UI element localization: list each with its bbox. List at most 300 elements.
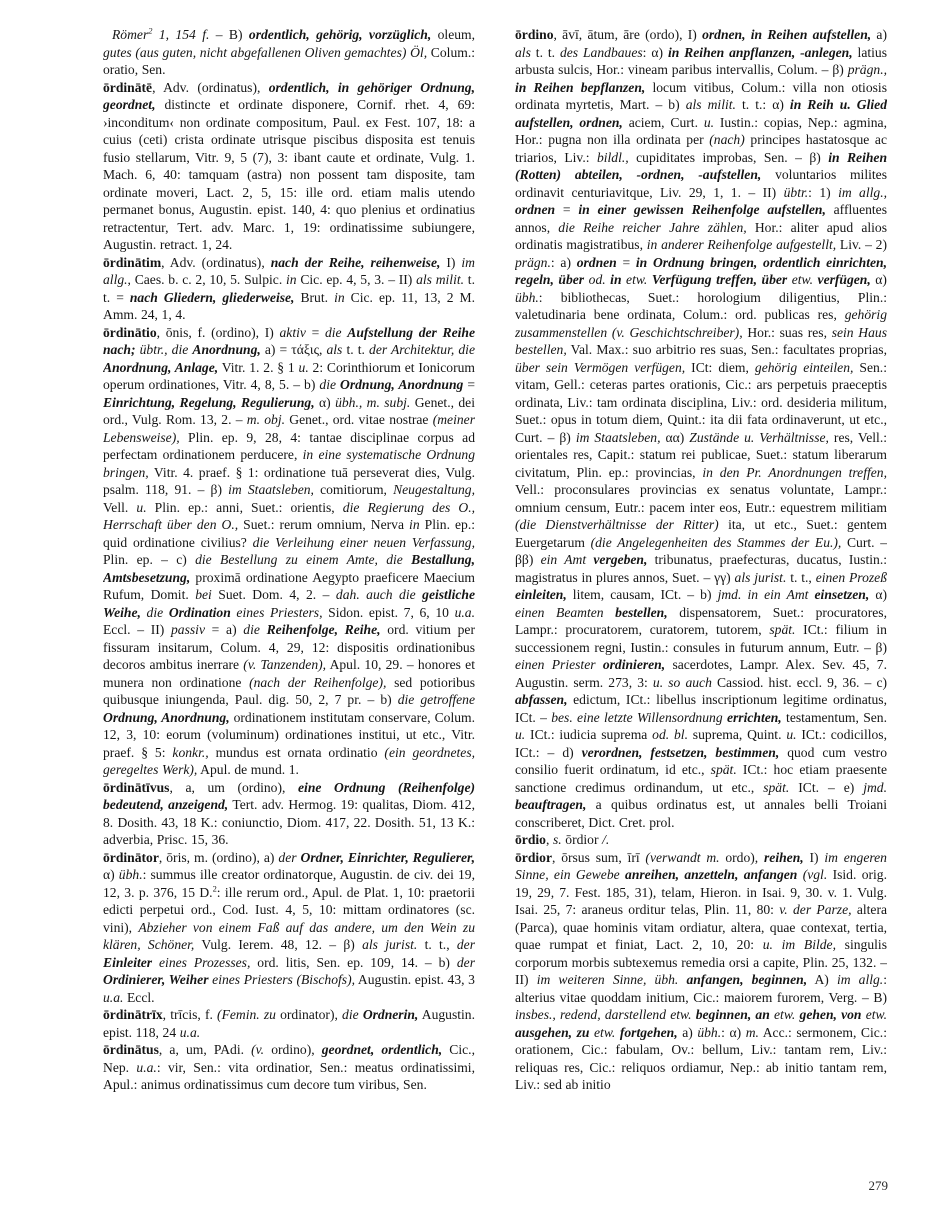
text-segment: im allg. — [103, 254, 475, 287]
dictionary-entry — [515, 26, 887, 831]
text-segment: Brut. — [294, 289, 335, 305]
dictionary-entry — [515, 831, 887, 849]
headword-text: ōrdior — [515, 849, 552, 865]
text-segment: oleum, — [431, 27, 475, 42]
text-segment: , ōnis, f. (ordino), I) — [156, 324, 280, 340]
text-segment: einsetzen, — [814, 587, 870, 602]
dictionary-entry — [103, 26, 475, 79]
text-segment: ICt. – e) — [789, 779, 864, 795]
text-segment: Anordnung, Anlage, — [103, 359, 219, 375]
text-segment: , Adv. (ordinatus), — [152, 79, 269, 95]
text-segment: Vell.: proconsulares provincias ex senatus voluntate, Lampr.: omnium censum, Eutr.: pacem inter eos, Eutr.: equestrem militiam — [515, 482, 887, 515]
text-segment: die — [324, 324, 342, 340]
text-segment: I) — [440, 254, 462, 270]
dictionary-entry — [103, 79, 475, 254]
text-segment: sed potioribus quibusque iniungenda, Paul. dig. 50, 2, 7 pr. – b) — [103, 674, 475, 707]
text-segment: über sein Vermögen verfügen, — [515, 359, 686, 375]
text-segment: m. obj. — [246, 412, 285, 427]
text-segment: dispensatorem, Suet.: procuratores, Lampr.: procuratorem, curatorem, tutorem, — [515, 604, 887, 637]
text-segment: = — [305, 324, 325, 340]
text-segment: Sen.: vitam, Gell.: ceteras partes orationis, Cic.: ars perpetuis praeceptis ordinata, Liv.: tam ordinata disciplina, Liv.: ord. desideria militum, Suet.: opus in totum diem, Quint.: ita dii fata ordinaverunt, ut etc., Curt. – β) — [515, 359, 887, 445]
text-segment: : vir, Sen.: vita ordinatior, Sen.: meatus ordinatissimi, Apul.: animus ordinatissimus cum decore tum viribus, Sen. — [103, 1059, 475, 1092]
text-segment: Cassiod. hist. eccl. 9, 36. – c) — [711, 674, 887, 690]
text-segment: (verwandt m. — [645, 849, 720, 865]
text-segment: in — [334, 289, 345, 305]
text-segment: in Reihen (Rotten) abteilen, -ordnen, -aufstellen, — [515, 149, 887, 182]
text-segment: t. t. — [342, 342, 370, 357]
headword-text: ōrdinātus — [103, 1042, 159, 1057]
text-segment: 2 — [212, 882, 217, 893]
text-segment: übh. — [515, 289, 539, 305]
text-segment: affluentes annos, — [515, 202, 887, 235]
dictionary-entry — [103, 1006, 475, 1041]
text-segment: einen Prozeß — [815, 569, 887, 585]
text-segment: mundus est ornata ordinatio — [208, 744, 385, 760]
text-segment: , Adv. (ordinatus), — [161, 254, 271, 270]
text-segment: Ordnerin, — [362, 1007, 419, 1022]
text-segment: ordnen — [515, 202, 556, 217]
text-segment: verfügen, — [817, 272, 871, 287]
text-segment: im allg. — [836, 972, 884, 987]
text-segment: jmd. in ein Amt — [717, 587, 809, 602]
text-segment: ordinieren, — [602, 657, 666, 672]
text-segment: bes. eine letzte Willensordnung — [551, 709, 723, 725]
text-segment: ICt.: hoc etiam praesente sanctione credimus ordinandum, ut etc., — [515, 762, 887, 795]
text-segment: Abzieher von einem Faß auf das andere, um den Wein zu klären, Schöner, — [103, 919, 475, 952]
text-segment: Plin. ep. 9, 28, 4: tantae disciplinae corpus ad perfectam ordinationem perducere, — [103, 429, 475, 462]
text-segment: übh., m. subj. — [335, 394, 411, 410]
text-segment: Einleiter — [103, 954, 153, 970]
text-segment — [260, 622, 267, 637]
text-segment: sein Haus bestellen, — [515, 324, 887, 357]
text-segment: dah. auch die — [335, 587, 416, 602]
text-segment: die Verleihung einer neuen Verfassung, — [252, 534, 475, 550]
text-segment: distincte et ordinate disponere, Cornif. rhet. 4, 69: ›inconditum‹ non ordinate compositum, Paul. ex Fest. 107, 18: a cuius (ceti) crista ordinate utrisque piscibus disposita est tenuis fusio stellarum, Vitr. 9, 5 (7), 3: ibant caute et ordinate, Vulg. 1. Mach. 6, 40: tamquam (astra) non possent tam disposite, tam ordinate moveri, Lact. 2, 5, 15: ille ord. etiam malis utendo permanet bonus, Augustin. epist. 140, 4: quo plenius et ordinatius retractentur, Tert. adv. Marc. 1, 19: ordinatissime subiungere, Augustin. retract. 1, 24. — [103, 97, 475, 252]
text-segment: res, Vell.: orientales res, Capit.: statum rei publicae, Suet.: statum liberarum civitatum, Plin. ep.: provincias, — [515, 429, 887, 480]
text-segment: gehörig einteilen, — [754, 359, 854, 375]
text-segment: t. t. — [530, 44, 560, 60]
text-segment: (v. Tanzenden), — [243, 657, 327, 672]
text-segment: Plin. ep. – c) — [103, 552, 196, 567]
headword-text: ōrdinātim — [103, 254, 162, 270]
headword-text: ōrdio — [515, 832, 546, 847]
text-segment: suprema, Quint. — [687, 727, 787, 742]
text-segment: , a, um, PAdi. — [158, 1042, 252, 1057]
text-segment: aktiv — [279, 324, 306, 340]
text-segment: Römer — [112, 27, 149, 42]
text-segment: = — [555, 202, 579, 217]
text-segment: im weiteren Sinne, übh. — [536, 972, 679, 987]
text-segment: die getroffene — [397, 692, 475, 707]
text-segment: Plin. ep.: anni, Suet.: orientis, — [146, 499, 343, 515]
text-segment: Apul. 10, 29. – honores et munera non ordinatione — [103, 657, 475, 690]
text-segment: ausgehen, zu — [515, 1024, 590, 1040]
text-segment: Ordner, Einrichter, Regulierer, — [300, 849, 475, 865]
text-segment: der — [278, 849, 297, 865]
text-segment: prägn., — [847, 62, 887, 77]
text-segment: altera (Parca), quae hominis vitam ordiatur, altera, quae contexat, tertia, quae rumpat et finiat, Lact. 2, 10, 20: — [515, 902, 887, 952]
text-segment: , a, um (ordino), — [169, 779, 299, 795]
text-segment: (Femin. zu — [217, 1007, 276, 1022]
text-segment: Augustin. epist. 43, 3 — [355, 972, 475, 987]
text-segment: t. t. = — [103, 272, 475, 305]
text-segment: u. — [136, 499, 147, 515]
text-segment: u. im Bilde, — [762, 937, 836, 952]
text-segment: (nach) — [709, 132, 745, 147]
text-segment: die Bestellung zu einem Amte, die — [195, 552, 403, 567]
text-segment: I) — [803, 849, 825, 865]
text-segment: t. t., — [417, 937, 457, 952]
text-segment: : alterius vitae quoddam initium, Cic.: maiorem furorem, Verg. – B) — [515, 972, 887, 1005]
text-segment: anreihen, anzetteln, anfangen — [625, 867, 798, 882]
text-segment: (vgl. — [802, 867, 828, 882]
text-segment: a) — [677, 1024, 698, 1040]
text-segment: (nach der Reihenfolge), — [249, 674, 387, 690]
text-segment: einleiten, — [515, 587, 567, 602]
text-segment: A) — [807, 972, 837, 987]
text-segment: die — [146, 604, 164, 620]
text-segment: die — [319, 377, 337, 392]
text-segment: Ordnung, Anordnung, — [103, 709, 230, 725]
text-segment: u.a. — [136, 1059, 157, 1075]
dictionary-entry — [103, 1041, 475, 1094]
dictionary-entry — [103, 779, 475, 849]
text-segment: ordino), — [264, 1042, 322, 1057]
text-segment: ita, ut etc., Suet.: gentem Euergetarum — [515, 517, 887, 550]
text-segment: spät. — [763, 779, 790, 795]
text-segment: in anderer Reihenfolge aufgestellt, — [646, 237, 837, 252]
text-segment: in eine systematische Ordnung bringen, — [103, 447, 475, 480]
dictionary-entry — [103, 254, 475, 324]
text-segment: einen Priester — [515, 657, 596, 672]
text-segment: im engeren Sinne, ein Gewebe — [515, 849, 887, 882]
headword-text: ōrdinātē — [103, 79, 153, 95]
text-segment: eines Priesters (Bischofs), — [212, 972, 355, 987]
text-segment: quod cum vestro consilio fuerit ordinatum, id etc., — [515, 744, 887, 777]
text-segment: in Reihen bepflanzen, — [515, 79, 646, 95]
text-segment: als milit. — [416, 272, 465, 287]
text-segment: im Staatsleben, — [228, 482, 314, 497]
text-segment: eines Priesters, — [236, 604, 323, 620]
text-segment: Aufstellung der Reihe nach; — [103, 324, 475, 357]
text-segment: Reihenfolge, Reihe, — [266, 622, 381, 637]
text-segment: 2: Corinthiorum et Ionicorum operum ordinationes, Vitr. 4, 8, 5. – b) — [103, 359, 475, 392]
text-segment: Suet. Dom. 4, 2. – — [211, 587, 336, 602]
text-segment: ordnen, in Reihen aufstellen, — [702, 27, 872, 42]
text-segment: , trīcis, f. — [162, 1007, 218, 1022]
text-segment: latius arbusta sulcis, Hor.: vineam paribus intervallis, Colum. – β) — [515, 44, 887, 77]
text-segment: Colum.: oratio, Sen. — [103, 44, 475, 77]
text-segment: = — [616, 254, 636, 270]
text-segment: geordnet, ordentlich, — [321, 1042, 443, 1057]
text-segment — [403, 552, 411, 567]
text-segment: αα) — [660, 429, 690, 445]
text-segment: eine Ordnung (Reihenfolge) bedeutend, anzeigend, — [103, 779, 475, 812]
text-columns — [103, 26, 887, 1170]
text-segment: fortgehen, — [619, 1024, 678, 1040]
text-segment: Acc.: sermonem, Cic.: orationem, Cic.: fabulam, Ov.: bellum, Liv.: tantam rem, Liv.: reliquas res, Cic.: reliquos ordiamur, Nep.: ab initio tantam rem, Liv.: sed ab initio — [515, 1024, 887, 1092]
text-segment: ordentlich, in gehöriger Ordnung, geordnet, — [103, 79, 475, 112]
text-segment: in Reihen anpflanzen, -anlegen, — [667, 44, 853, 60]
text-segment: aciem, Curt. — [622, 114, 704, 130]
text-segment: Curt. – ββ) — [515, 534, 887, 567]
text-segment: der — [456, 954, 475, 970]
text-segment: edictum, ICt.: libellus inscriptionum legitime ordinatus, ICt. – — [515, 692, 887, 725]
text-segment: α) — [103, 867, 119, 882]
text-segment: errichten, — [726, 709, 782, 725]
text-segment: übh. — [118, 867, 143, 882]
text-segment: in Ordnung bringen, ordentlich einrichten, regeln, über — [515, 254, 887, 287]
text-segment: als — [515, 44, 531, 60]
text-segment: , — [545, 832, 553, 847]
text-segment: etw. — [865, 1007, 887, 1022]
text-segment: : a) — [550, 254, 577, 270]
text-segment: im allg., — [838, 184, 887, 200]
text-segment: (meiner Lebensweise), — [103, 412, 475, 445]
text-segment: in einer gewissen Reihenfolge aufstellen, — [578, 202, 826, 217]
text-segment: ord. vitium per fissuram insitarum, Colum. 4, 29, 12: dispositis ordinationibus decoros ambitus inerrare — [103, 622, 475, 672]
text-segment: als — [326, 342, 343, 357]
text-segment: Bestallung, Amtsbesetzung, — [103, 552, 475, 585]
text-segment: beauftragen, — [515, 797, 587, 812]
text-segment: übh. — [697, 1024, 722, 1040]
text-segment: Vulg. Ierem. 48, 12. – β) — [194, 937, 363, 952]
text-segment: spät. — [710, 762, 737, 777]
text-segment: Eccl. – II) — [103, 622, 171, 637]
text-segment: Eccl. — [123, 989, 155, 1005]
text-segment: Suet.: rerum omnium, Nerva — [238, 517, 410, 532]
text-segment: Anordnung, — [192, 342, 261, 357]
text-segment: konkr., — [172, 744, 209, 760]
text-segment: etw. — [791, 272, 813, 287]
page-number: 279 — [868, 1178, 888, 1193]
text-segment: a quibus ordinatus est, ut annales belli Troiani conscriberet, Dict. Cret. prol. — [515, 797, 887, 830]
text-segment: bildl., — [596, 149, 629, 165]
text-segment: ICt.: iudicia suprema — [525, 727, 653, 742]
text-segment: u. so auch — [652, 674, 712, 690]
text-segment: Apul. de mund. 1. — [197, 762, 299, 777]
text-segment: u. — [515, 727, 526, 742]
text-segment: sacerdotes, Lampr. Alex. Sev. 45, 7. Augustin. serm. 273, 3: — [515, 657, 887, 690]
text-segment: Hor.: aliter apud alios ordinatis magistratibus, — [515, 219, 887, 252]
text-segment: ordinator), — [275, 1007, 343, 1022]
text-segment: ordentlich, gehörig, vorzüglich, — [248, 27, 432, 42]
text-segment: singulis corporum morbis subtexemus remedia orsi a capite, Plin. 25, 132. – II) — [515, 937, 887, 987]
text-segment: die Regierung des O., Herrschaft über den O., — [103, 499, 475, 532]
dictionary-entry — [103, 849, 475, 1007]
text-segment: ICt.: filium in successionem regni, Iustin.: consules in futurum annum, Eutr. – β) — [515, 622, 887, 655]
text-segment: Val. Max.: suo arbitrio res suas, Sen.: facultates proprias, — [566, 342, 887, 357]
text-segment: voluntarios milites ordinavit centuriavitque, Liv. 29, 1, 1. – II) — [515, 167, 887, 200]
text-segment: gutes (aus guten, nicht abgefallenen Oliven gemachtes) Öl, — [103, 44, 428, 60]
text-segment: α) — [314, 394, 336, 410]
text-segment: α) — [870, 272, 887, 287]
text-segment: anfangen, beginnen, — [686, 972, 808, 987]
text-segment: Zustände u. Verhältnisse, — [689, 429, 829, 445]
text-segment: Ordinierer, Weiher — [103, 972, 209, 987]
text-segment: s. — [552, 832, 562, 847]
text-segment: gehen, von — [799, 1007, 862, 1022]
text-segment: Hor.: suas res, — [742, 324, 832, 340]
text-segment: proximā ordinatione Aegypto praeficere Maecium Rufum, Domit. — [103, 569, 475, 602]
text-segment: übtr., die — [139, 342, 189, 357]
text-segment: Plin. ep.: quid ordinatione civilius? — [103, 517, 475, 550]
text-segment: litem, causam, ICt. – b) — [566, 587, 718, 602]
text-segment — [604, 605, 616, 620]
text-segment: im Staatsleben, — [575, 429, 661, 445]
text-segment: verordnen, festsetzen, bestimmen, — [581, 744, 780, 760]
text-segment: Isid. orig. 19, 29, 7. Fest. 185, 31), telam, Hieron. in Isai. 9, 30. v. 1. Vulg. Isai. 25, 7: araneus orditur telas, Plin. 11, 80: — [515, 867, 887, 917]
text-segment: testamentum, Sen. — [781, 709, 887, 725]
text-segment: m. — [745, 1024, 759, 1040]
text-segment: bestellen, — [615, 604, 668, 620]
text-segment: in — [610, 272, 622, 287]
text-segment: (ein geordnetes, geregeltes Werk), — [103, 744, 475, 777]
text-segment: : α) — [642, 44, 668, 60]
text-segment: in — [409, 517, 420, 532]
text-segment: vergeben, — [593, 552, 648, 567]
text-segment: nach der Reihe, reihenweise, — [270, 254, 441, 270]
text-segment: od. bl. — [652, 727, 688, 742]
text-segment: etw. — [774, 1007, 796, 1022]
text-segment: (die Angelegenheiten des Stammes der Eu.), — [590, 534, 842, 550]
text-segment: in Reih u. Glied aufstellen, ordnen, — [515, 97, 887, 130]
text-segment: der Architektur, die — [369, 342, 475, 357]
text-segment: a) = τάξις, — [260, 342, 327, 357]
text-segment: als jurist. — [362, 937, 418, 952]
text-segment: ordnen — [576, 254, 617, 270]
text-segment: Neugestaltung, — [393, 482, 475, 497]
text-segment: : 1) — [808, 184, 839, 200]
headword-text: ōrdinātīvus — [103, 779, 170, 795]
text-segment: Ordnung, Anordnung — [340, 377, 464, 392]
text-segment: , ōris, m. (ordino), a) — [158, 849, 279, 865]
text-segment: ōrdior — [561, 832, 603, 847]
text-segment: u. — [703, 114, 715, 130]
text-segment: t. t., — [786, 569, 816, 585]
text-segment: Ordination — [168, 604, 231, 620]
text-segment: einen Beamten — [515, 604, 604, 620]
text-segment: Tert. adv. Hermog. 19: qualitas, Diom. 412, 8. Dosith. 43, 18 K.: coniunctio, Diom. 417, 22. Dosith. 51, 13 K.: adverbia, Prisc. 15, 36. — [103, 797, 475, 847]
text-segment: etw. — [594, 1024, 616, 1040]
text-segment: ICt: diem, — [685, 359, 755, 375]
text-segment: als milit. — [685, 97, 736, 112]
text-segment: Vell. — [103, 499, 137, 515]
text-segment: bei — [195, 587, 212, 602]
text-segment: Liv. – 2) — [836, 237, 887, 252]
text-segment: als jurist. — [734, 569, 787, 585]
text-segment: Vitr. 4. praef. § 1: ordinatione tuā perseverat dies, Vulg. psalm. 118, 91. – β) — [103, 464, 475, 497]
text-segment: Cic., Nep. — [103, 1042, 475, 1075]
text-segment: abfassen, — [515, 692, 568, 707]
text-segment: v. der Parze, — [779, 902, 852, 917]
text-segment: in — [285, 272, 297, 287]
headword-text: ōrdinātor — [103, 849, 159, 865]
text-segment: cupiditates improbas, Sen. – β) — [628, 149, 829, 165]
text-segment: jmd. — [863, 779, 887, 795]
text-segment: Genet., dei ord., Vulg. Rom. 13, 2. – — [103, 394, 475, 427]
text-segment: übtr. — [783, 184, 809, 200]
text-segment: geistliche Weihe, — [103, 587, 475, 620]
text-segment: : α) — [721, 1024, 746, 1040]
text-segment: od. — [588, 272, 606, 287]
text-segment: (v. — [251, 1042, 265, 1057]
text-segment: nach Gliedern, gliederweise, — [129, 289, 295, 305]
text-segment: die — [243, 622, 260, 637]
text-segment: Sidon. epist. 7, 6, 10 — [322, 604, 455, 620]
text-segment: ordo), — [719, 849, 764, 865]
text-segment: ordinationem institutam conservare, Colum. 12, 3, 10: eorum (voluminum) ordinationes institui, ut etc., Vitr. praef. § 5: — [103, 709, 475, 760]
text-segment: ein Amt — [540, 552, 587, 567]
column-left — [103, 26, 475, 1170]
text-segment: etw. — [626, 272, 648, 287]
text-segment: principes hastatosque ac triarios, Liv.: — [515, 132, 887, 165]
text-segment: spät. — [769, 622, 796, 637]
headword-text: ōrdinātrīx — [103, 1007, 163, 1022]
text-segment: u.a. — [454, 604, 475, 620]
text-segment: tribunatus, praefecturas, ducatus, Iustin.: magistratus in plures annos, Suet. – γγ) — [515, 552, 887, 585]
text-segment: , Caes. b. c. 2, 10, 5. Sulpic. — [127, 272, 286, 287]
text-segment: die — [342, 1007, 359, 1022]
text-segment: Vitr. 1. 2. § 1 — [218, 359, 299, 375]
text-segment: , ōrsus sum, īrī — [552, 849, 646, 865]
text-segment: Cic. ep. 4, 5, 3. – II) — [296, 272, 417, 287]
text-segment: – B) — [209, 27, 249, 42]
text-segment: des Landbaues — [559, 44, 643, 60]
text-segment: : summus ille creator ordinatorque, Augustin. de civ. dei 19, 12, 3. p. 376, 15 D. — [103, 867, 475, 900]
text-segment: passiv — [171, 622, 205, 637]
dictionary-entry — [103, 324, 475, 779]
text-segment: prägn. — [515, 254, 551, 270]
text-segment: = — [463, 377, 475, 392]
text-segment: locum vitibus, Colum.: villa non otiosis ordinata myrtetis, Mart. – b) — [515, 79, 887, 112]
text-segment: α) — [869, 587, 887, 602]
text-segment: beginnen, an — [695, 1007, 770, 1022]
text-segment: Augustin. epist. 118, 24 — [103, 1007, 475, 1040]
text-segment: Verfügung treffen, über — [651, 272, 788, 287]
text-segment: Einrichtung, Regelung, Regulierung, — [103, 394, 315, 410]
text-segment: (die Dienstverhältnisse der Ritter) — [515, 517, 719, 532]
dictionary-entry — [515, 849, 887, 1094]
text-segment: a) — [871, 27, 887, 42]
text-segment: ICt.: codicillos, ICt.: – d) — [515, 727, 887, 760]
headword-text: ōrdinātio — [103, 324, 157, 340]
text-segment: 2 — [148, 26, 153, 36]
text-segment: gehörig zusammenstellen (v. Geschichtschreiber), — [515, 307, 887, 340]
text-segment: t. t.: α) — [735, 97, 790, 112]
text-segment: in den Pr. Anordnungen treffen, — [702, 464, 887, 480]
text-segment: u. — [786, 727, 797, 742]
text-segment: u.a. — [103, 989, 124, 1005]
text-segment: eines Prozesses, — [159, 954, 251, 970]
text-segment: die Reihe reicher Jahre zählen, — [558, 219, 747, 235]
text-segment: Cic. ep. 11, 13, 2 M. Amm. 24, 1, 4. — [103, 289, 475, 322]
text-segment: , āvī, ātum, āre (ordo), I) — [553, 27, 703, 42]
text-segment: insbes., redend, darstellend etw. — [515, 1007, 692, 1022]
text-segment: reihen, — [764, 849, 804, 865]
headword-text: ōrdino — [515, 27, 554, 42]
text-segment: 1, 154 f. — [152, 27, 210, 42]
text-segment: /. — [602, 832, 610, 847]
text-segment: : bibliothecas, Suet.: horologium diligentius, Plin.: valetudinaria bene ordinata, Colum.: ord. publicas res, — [515, 289, 887, 322]
text-segment: = a) — [204, 622, 244, 637]
text-segment — [152, 955, 159, 970]
column-right — [515, 26, 887, 1170]
text-segment: Iustin.: copias, Nep.: agmina, Hor.: pugna non illa ordinata per — [515, 114, 887, 147]
text-segment: ord. litis, Sen. ep. 109, 14. – b) — [250, 954, 457, 970]
text-segment: : ille rerum ord., Apul. de Plat. 1, 10: praetorii edicti perpetui ord., Cod. Iust. 4, 5, 10: mittam ordinatores (sc. vini), — [103, 884, 475, 935]
text-segment: u.a. — [179, 1024, 201, 1040]
